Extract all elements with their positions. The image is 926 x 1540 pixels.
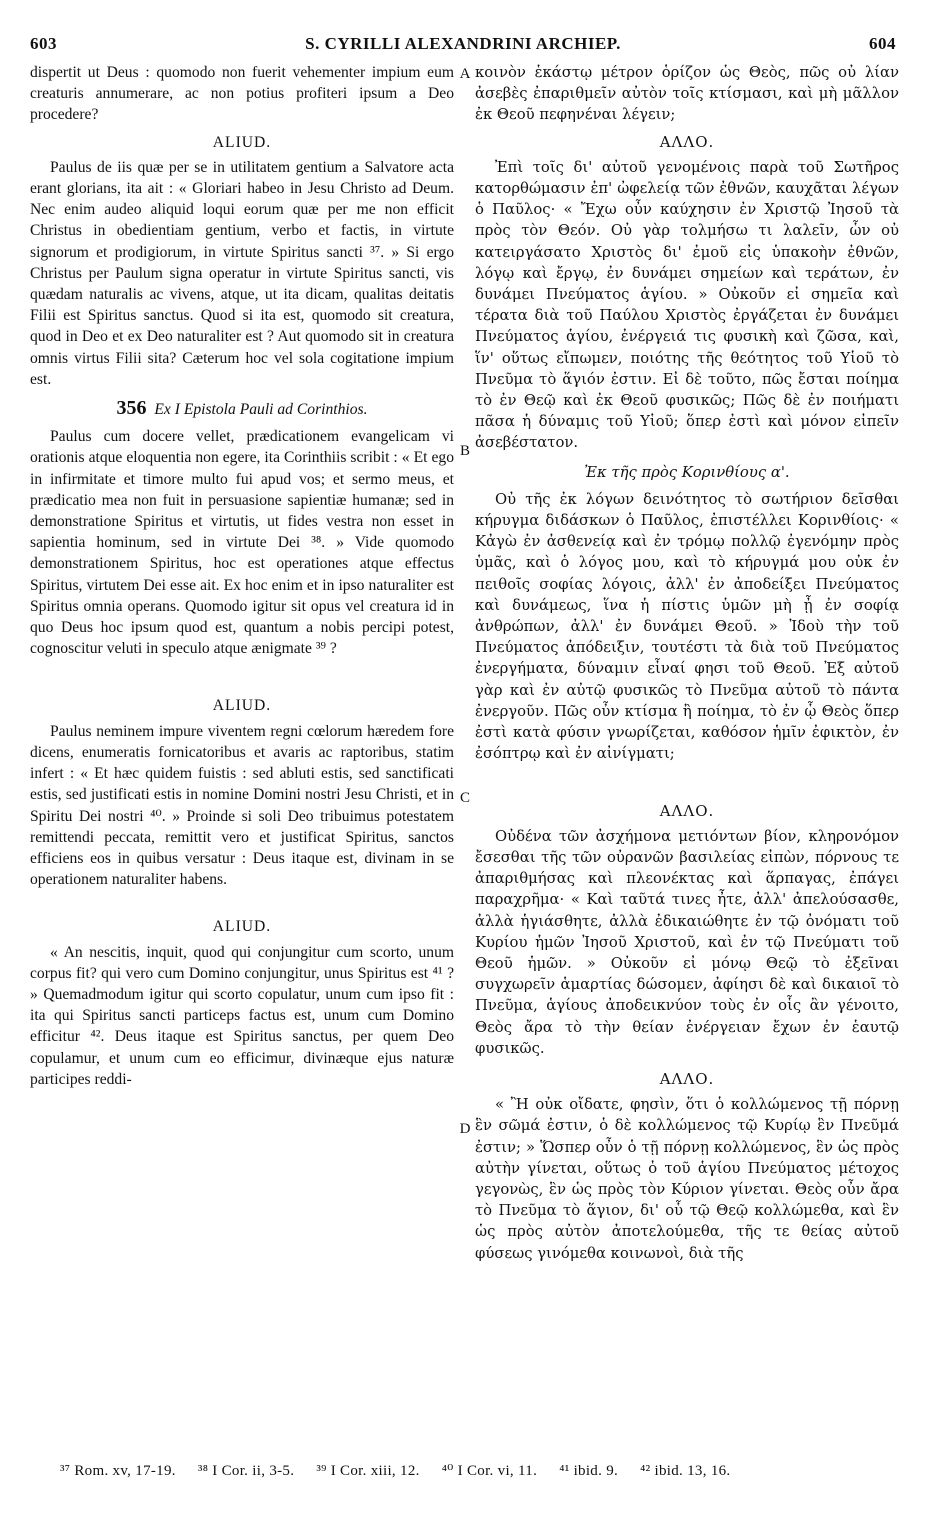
section-heading: ΑΛΛΟ. <box>659 1069 715 1088</box>
section-subheading: Ἐκ τῆς πρὸς Κορινθίους α'. <box>584 463 790 481</box>
latin-paragraph: Paulus cum docere vellet, prædicationem evangelicam vi orationis atque eloquentia non egere, ita Corinthiis scribit : « Et ego in infirmitate et timore multo fui apud vos; et sermo meus, et prædicatio mea non fuit in persuasione sapientiæ humanæ; sed in demonstratione Spiritus et virtutis, ut fides vestra non esset in sapientia hominum, sed in virtute Dei ³⁸. » Vide quomodo demonstrationem Spiritus, hoc est operationes atque effectus Spiritus, virtutem Dei esse ait. Ex hoc enim et in ipso naturaliter est Spiritus omnia operans. Quomodo igitur sit opus vel creatura id in quo Deus hoc ipsum quod est, quantum a nobis percipi potest, cognoscitur veluti in speculo atque ænigmate ³⁹ ? <box>30 428 454 658</box>
footnote: ³⁸ I Cor. ii, 3-5. <box>197 1463 295 1479</box>
greek-paragraph: κοινὸν ἑκάστῳ μέτρον ὁρίζον ὡς Θεὸς, πῶς οὐ λίαν ἀσεβὲς ἐπαριθμεῖν αὐτὸν τοῖς κτίσμασι, καὶ μὴ μᾶλλον ἐκ Θεοῦ πεφηνέναι λέγειν; <box>475 64 899 124</box>
latin-paragraph: Paulus de iis quæ per se in utilitatem gentium a Salvatore acta erant glorians, ita ait : « Gloriari habeo in Jesu Christo ad Deum. Nec enim audeo aliquid loqui eorum quæ per me non efficit Christus in obedientiam gentium, verbo et factis, in virtute signorum et prodigiorum, in virtute Spiritus sancti ³⁷. » Si ergo Christus per Paulum signa operatur in virtute Spiritus sancti, vis quædam naturalis ac vivens, atque, ut ita dicam, qualitas deitatis Filii est Spiritus sanctus. Quod si ita est, quomodo sit creatura, quod in Deo et ex Deo naturaliter est ? Aut quomodo sit in creatura omnis virtus Filii sita? Cæterum hoc vel sola cogitatione impium est. <box>30 158 454 388</box>
section-subheading <box>30 398 454 420</box>
section-heading: ALIUD. <box>212 918 272 936</box>
footnote: ³⁷ Rom. xv, 17-19. <box>60 1463 176 1479</box>
greek-paragraph: Οὐ τῆς ἐκ λόγων δεινότητος τὸ σωτήριον δεῖσθαι κήρυγμα διδάσκων ὁ Παῦλος, ἐπιστέλλει Κορινθίοις· « Κἀγὼ ἐν ἀσθενείᾳ καὶ ἐν τρόμῳ πολλῷ ἐγενόμην πρὸς ὑμᾶς, καὶ ὁ λόγος μου, καὶ τὸ κήρυγμά μου οὐκ ἐν πειθοῖς σοφίας λόγοις, ἀλλ' ἐν ἀποδείξει Πνεύματος καὶ δυνάμεως, ἵνα ἡ πίστις ὑμῶν μὴ ᾖ ἐν σοφίᾳ ἀνθρώπων, ἀλλ' ἐν δυνάμει Θεοῦ. » Ἰδοὺ τὴν τοῦ Πνεύματος ἀπόδειξιν, τουτέστι τὰ διὰ τοῦ Πνεύματος ἐνεργήματα, δύναμιν εἶναί φησι τοῦ Θεοῦ. Ἐξ αὐτοῦ γὰρ καὶ ἐν αὐτῷ φυσικῶς τὸ Πνεῦμα αὐτοῦ τὸ πάντα ἐνεργοῦν. Πῶς οὖν κτίσμα ἢ ποίημα, τὸ ἐν ᾧ Θεὸς ὅπερ ἐστὶ κατὰ φύσιν γνωρίζεται, καθόσον ἡμῖν ἐφικτὸν, ἐν ἐσόπτρῳ καὶ ἐν αἰνίγματι; <box>475 490 899 763</box>
margin-marker-c: C <box>459 790 470 806</box>
latin-paragraph: Paulus neminem impure viventem regni cœlorum hæredem fore dicens, enumeratis fornicatoribus et avaris ac raptoribus, statim infert : « Et hæc quidem fuistis : sed abluti estis, sed sanctificati estis, sed justificati estis in nomine Domini nostri Jesu Christi, et in Spiritu Dei nostri ⁴⁰. » Proinde si soli Deo tribuimus potestatem remittendi peccata, remittit vero et justificat Spiritus, sanctos efficiens eos in quibus versatur : Deus itaque est, divinam in se operationem naturaliter habens. <box>30 722 454 889</box>
latin-column <box>30 62 454 1090</box>
greek-column <box>475 62 899 1264</box>
section-number: 356 <box>116 397 147 420</box>
greek-paragraph: Οὐδένα τῶν ἀσχήμονα μετιόντων βίον, κληρονόμον ἔσεσθαι τῆς τῶν οὐρανῶν βασιλείας εἰπὼν, πόρνους τε ἀπαριθμήσας καὶ πλεονέκτας καὶ ἅρπαγας, ἐπάγει παραχρῆμα· « Καὶ ταῦτά τινες ἦτε, ἀλλ' ἀπελούσασθε, ἀλλὰ ἡγιάσθητε, ἀλλὰ ἐδικαιώθητε ἐν τῷ ὀνόματι τοῦ Κυρίου ἡμῶν Ἰησοῦ Χριστοῦ, καὶ ἐν τῷ Πνεύματι τοῦ Θεοῦ ἡμῶν. » Οὐκοῦν εἰ μόνῳ Θεῷ τὸ ἐξεῖναι συγχωρεῖν ἁμαρτίας δώσομεν, ἀφίησι δὲ καὶ δικαιοῖ τὸ Πνεῦμα, ἁγίους ἀποδεικνύον τοὺς ἐν οἷς ἂν γένοιτο, Θεὸς ἄρα τὸ τὴν θείαν ἐνέργειαν ἔχων ἐν ἑαυτῷ φυσικῶς. <box>475 827 899 1057</box>
margin-marker-b: B <box>459 443 470 459</box>
section-subheading-text: Ex I Epistola Pauli ad Corinthios. <box>154 401 368 419</box>
latin-paragraph: « An nescitis, inquit, quod qui conjungitur cum scorto, unum corpus fit? qui vero cum Domino conjungitur, unus Spiritus est ⁴¹ ? » Quemadmodum igitur qui scorto copulatur, unum cum ipso fit : ita qui Spiritus sancti particeps factus est, unum cum Domino efficitur ⁴². Deus itaque est Spiritus sanctus, per quem Deo copulamur, et unum cum eo efficimur, divinæque ejus naturæ participes reddi- <box>30 943 454 1088</box>
page-header <box>30 34 896 58</box>
section-heading: ALIUD. <box>212 133 272 151</box>
page-number-left: 603 <box>30 34 57 53</box>
footnote: ⁴² ibid. 13, 16. <box>640 1463 731 1479</box>
page-number-right: 604 <box>869 34 896 53</box>
section-heading: ALIUD. <box>212 697 272 715</box>
footnote: ⁴⁰ I Cor. vi, 11. <box>441 1463 538 1479</box>
footnotes <box>60 1461 896 1480</box>
margin-marker-d: D <box>459 1121 471 1137</box>
latin-paragraph: dispertit ut Deus : quomodo non fuerit vehementer impium eum creaturis annumerare, ac non potius profiteri ipsum a Deo procedere? <box>30 64 454 124</box>
section-heading: ΑΛΛΟ. <box>659 132 715 151</box>
running-title: S. CYRILLI ALEXANDRINI ARCHIEP. <box>305 34 621 53</box>
section-heading: ΑΛΛΟ. <box>659 801 715 820</box>
footnote: ³⁹ I Cor. xiii, 12. <box>316 1463 420 1479</box>
footnote: ⁴¹ ibid. 9. <box>559 1463 619 1479</box>
greek-paragraph: Ἐπὶ τοῖς δι' αὐτοῦ γενομένοις παρὰ τοῦ Σωτῆρος κατορθώμασιν ἐπ' ὠφελείᾳ τῶν ἐθνῶν, καυχᾶται λέγων ὁ Παῦλος· « Ἔχω οὖν καύχησιν ἐν Χριστῷ Ἰησοῦ τὰ πρὸς τὸν Θεόν. Οὐ γὰρ τολμήσω τι λαλεῖν, ὧν οὐ κατειργάσατο Χριστὸς δι' ἐμοῦ εἰς ὑπακοὴν ἐθνῶν, λόγῳ καὶ ἔργῳ, ἐν δυνάμει σημείων καὶ τεράτων, ἐν δυνάμει Πνεύματος ἁγίου. » Οὐκοῦν εἰ σημεῖα καὶ τέρατα διὰ τοῦ Παύλου Χριστὸς ἐργάζεται ἐν δυνάμει Πνεύματος ἁγίου, ἐνέργειά τις φυσικὴ καὶ ζῶσα, καὶ, ἵν' οὕτως εἴπωμεν, ποιότης τῆς θεότητος τοῦ Υἱοῦ τὸ Πνεῦμα τὸ ἅγιόν ἐστιν. Εἰ δὲ τοῦτο, πῶς ἔσται ποίημα τὸ ἐν Θεῷ καὶ ἐκ Θεοῦ φυσικῶς; Πῶς δὲ ἐν ποιήματι πᾶσα ἡ δύναμις τοῦ Υἱοῦ; ὅπερ ἐστὶ καὶ μόνον εἰπεῖν ἀσεβέστατον. <box>475 158 899 452</box>
greek-paragraph: « Ἢ οὐκ οἴδατε, φησὶν, ὅτι ὁ κολλώμενος τῇ πόρνῃ ἓν σῶμά ἐστιν, ὁ δὲ κολλώμενος τῷ Κυρίῳ ἓν Πνεῦμά ἐστιν; » Ὥσπερ οὖν ὁ τῇ πόρνῃ κολλώμενος, ἓν ὡς πρὸς αὐτὴν γίνεται, οὕτως ὁ τοῦ ἁγίου Πνεύματος μέτοχος γεγονὼς, ἓν ὡς πρὸς τὸν Κύριον γίνεται. Θεὸς οὖν ἄρα τὸ Πνεῦμα τὸ ἅγιον, δι' οὗ τῷ Θεῷ κολλώμεθα, καὶ ἓν ὡς πρὸς αὐτὸν ἀποτελούμεθα, τῆς τε θείας αὐτοῦ φύσεως γινόμεθα κοινωνοὶ, διὰ τῆς <box>475 1096 899 1262</box>
margin-marker-a: A <box>459 66 471 82</box>
